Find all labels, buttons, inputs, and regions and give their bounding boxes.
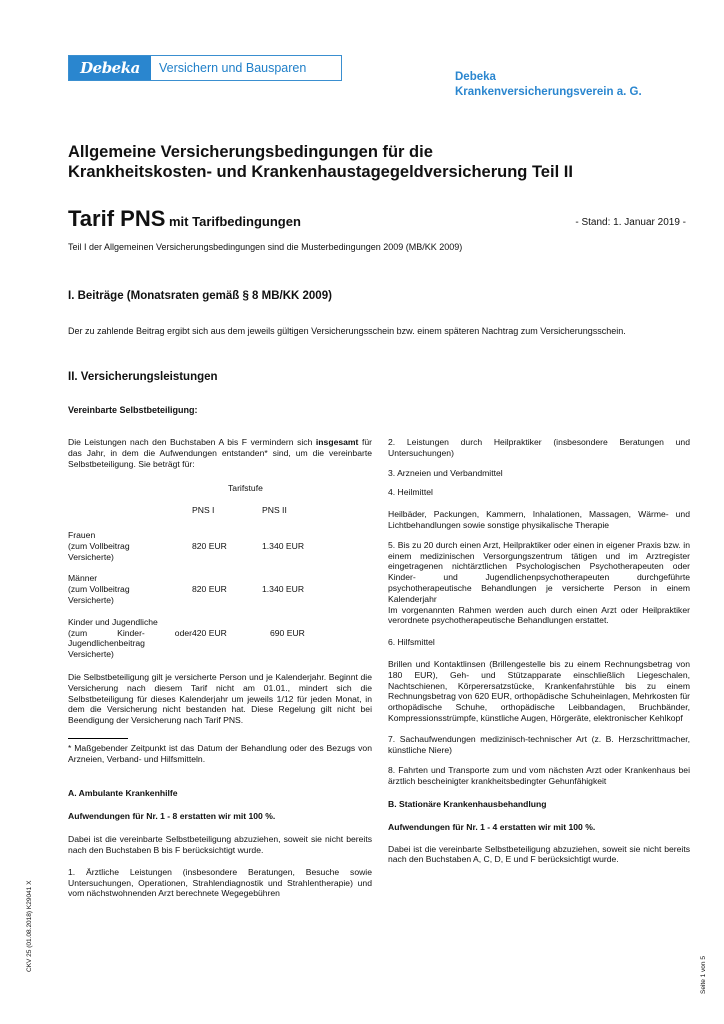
section-a-heading: A. Ambulante Krankenhilfe (68, 787, 178, 798)
table-row: Männer (zum Vollbeitrag Versicherte) 820 EUR 1.340 EUR (68, 573, 305, 605)
document-title: Allgemeine Versicherungsbedingungen für die Krankheitskosten- und Krankenhaustagegeldversicherung Teil II (68, 143, 573, 181)
right-column (388, 437, 690, 865)
item-4-text: Heilbäder, Packungen, Kammern, Inhalationen, Massagen, Wärme- und Lichtbehandlungen sowie sonstige physikalische Therapie (388, 509, 690, 530)
section1-text: Der zu zahlende Beitrag ergibt sich aus dem jeweils gültigen Versicherungsschein bzw. einem späteren Nachtrag zum Versicherungsschein. (68, 326, 626, 336)
selbstbeteiligung-table: PNS I PNS II Frauen (zum Vollbeitrag Versicherte) 820 EUR 1.340 EUR Männer (zum Vollbeitrag Versicherte) 820 EUR 1.340 EUR Kinder und Jugendliche (zum Kinder- oder Jugendlichenbeitrag Versicherte) 420 EUR 690 EUR (68, 505, 338, 660)
section-b-text: Dabei ist die vereinbarte Selbstbeteiligung abzuziehen, soweit sie nicht bereits nach den Buchstaben A, C, D, E und F berücksichtigt wurde. (388, 843, 690, 865)
item-8: 8. Fahrten und Transporte zum und vom nächsten Arzt oder Krankenhaus bei ärztlich bescheinigter krankheitsbedingter Gehunfähigkeit (388, 765, 690, 787)
intro-text: Teil I der Allgemeinen Versicherungsbedingungen sind die Musterbedingungen 2009 (MB/KK 2009) (68, 242, 463, 252)
item-2: 2. Leistungen durch Heilpraktiker (insbesondere Beratungen und Untersuchungen) (388, 437, 690, 458)
table-row: Frauen (zum Vollbeitrag Versicherte) 820 EUR 1.340 EUR (68, 529, 305, 562)
stand-date: - Stand: 1. Januar 2019 - (575, 217, 686, 228)
item-5b: Im vorgenannten Rahmen werden auch durch einen Arzt oder Heilpraktiker verordnete psychotherapeutische Behandlungen erstattet. (388, 604, 690, 626)
item-5: 5. Bis zu 20 durch einen Arzt, Heilpraktiker oder einen in eigener Praxis bzw. in einem medizinischen Versorgungszentrum tätigen und im Arztregister eingetragenen nichtärztlichen Psychologischen Psychotherapeuten oder Kinder- und Jugendlichenpsychotherapeuten durchgeführte psychotherapeutische Behandlungen je versicherte Person in einem Kalenderjahr (388, 539, 690, 604)
section-b-heading: B. Stationäre Krankenhausbehandlung (388, 798, 547, 809)
item-3: 3. Arzneien und Verbandmittel (388, 467, 503, 478)
form-code: CKV 25 (01.08.2018) K29041 X (26, 880, 33, 972)
item-4: 4. Heilmittel (388, 487, 433, 498)
tarif-heading: Tarif PNS mit Tarifbedingungen (68, 206, 301, 231)
company-name: Debeka Krankenversicherungsverein a. G. (455, 71, 642, 98)
table-row: Kinder und Jugendliche (zum Kinder- oder Jugendlichenbeitrag Versicherte) 420 EUR 690 EUR (68, 616, 305, 660)
left-p1: Die Leistungen nach den Buchstaben A bis F vermindern sich insgesamt für das Jahr, in dem die Aufwendungen entstanden* sind, um die vereinbarte Selbstbeteiligung. Sie beträgt für: (68, 437, 372, 469)
logo-mark: Debeka (69, 56, 151, 80)
section2-heading: II. Versicherungsleistungen (68, 371, 218, 383)
section-a-item1: 1. Ärztliche Leistungen (insbesondere Beratungen, Besuche sowie Untersuchungen, Operationen, Strahlendiagnostik und Strahlentherapie) und vom nächstwohnenden Arzt berechnete Wegegebühren (68, 866, 372, 899)
footnote: * Maßgebender Zeitpunkt ist das Datum der Behandlung oder des Bezugs von Arzneien, Verband- und Hilfsmitteln. (68, 742, 372, 764)
section-b-rule: Aufwendungen für Nr. 1 - 4 erstatten wir mit 100 %. (388, 821, 596, 832)
section2-sub: Vereinbarte Selbstbeteiligung: (68, 405, 198, 415)
left-column (68, 437, 372, 899)
logo-slogan: Versichern und Bausparen (159, 61, 307, 75)
logo (68, 55, 342, 81)
section-a-rule: Aufwendungen für Nr. 1 - 8 erstatten wir mit 100 %. (68, 811, 276, 822)
item-6-text: Brillen und Kontaktlinsen (Brillengestelle bis zu einem Rechnungsbetrag von 180 EUR), Geh- und Stützapparate einschließlich Liegeschalen, Nachtschienen, Körperersatzstücke, Krankenfahrstühle bis zu einem Rechnungsbetrag von 620 EUR, orthopädische Schuheinlagen, Mehrkosten für orthopädische Schuhe, orthopädische Leibbandagen, Bruchbänder, Kompressionsstrümpfe, künstliche Augen, Hörgeräte, elektronischer Kehlkopf (388, 658, 690, 723)
section-a-text: Dabei ist die vereinbarte Selbstbeteiligung abzuziehen, soweit sie nicht bereits nach den Buchstaben B bis F berücksichtigt wurde. (68, 834, 372, 855)
page-number: Seite 1 von 5 (700, 956, 707, 994)
section1-heading: I. Beiträge (Monatsraten gemäß § 8 MB/KK 2009) (68, 290, 332, 302)
left-p2: Die Selbstbeteiligung gilt je versicherte Person und je Kalenderjahr. Beginnt die Versicherung nach diesem Tarif nicht am 01.01., mindert sich die Selbstbeteiligung für dieses Kalenderjahr um jeweils 1/12 für jeden Monat, in dem die Versicherung nicht bestanden hat. Diese Regelung gilt nicht bei Beendigung der Versicherung nach Tarif PNS. (68, 671, 372, 726)
item-7: 7. Sachaufwendungen medizinisch-technischer Art (z. B. Herzschrittmacher, künstliche Niere) (388, 733, 690, 755)
item-6: 6. Hilfsmittel (388, 637, 435, 648)
tarifstufe-label: Tarifstufe (228, 483, 263, 494)
